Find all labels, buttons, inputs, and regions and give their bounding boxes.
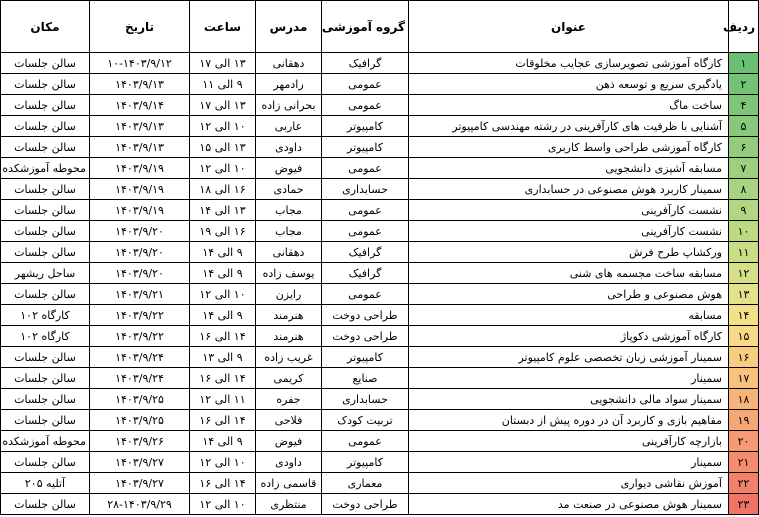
group-cell: عمومی bbox=[322, 431, 409, 452]
title-cell: آموزش نقاشی دیواری bbox=[409, 473, 729, 494]
header-date: تاریخ bbox=[90, 1, 190, 53]
date-cell: ۲۸-۱۴۰۳/۹/۲۹ bbox=[90, 494, 190, 515]
teacher-cell: دهقانی bbox=[256, 53, 322, 74]
header-row bbox=[1, 1, 759, 53]
place-cell: سالن جلسات bbox=[1, 368, 90, 389]
time-cell: ۱۰ الی ۱۲ bbox=[190, 494, 256, 515]
table-row bbox=[1, 200, 759, 221]
teacher-cell: جفره bbox=[256, 389, 322, 410]
time-cell: ۱۰ الی ۱۲ bbox=[190, 116, 256, 137]
group-cell: تربیت کودک bbox=[322, 410, 409, 431]
table-row bbox=[1, 53, 759, 74]
header-place: مکان bbox=[1, 1, 90, 53]
time-cell: ۱۴ الی ۱۶ bbox=[190, 410, 256, 431]
place-cell: سالن جلسات bbox=[1, 74, 90, 95]
teacher-cell: فیوض bbox=[256, 158, 322, 179]
place-cell: سالن جلسات bbox=[1, 389, 90, 410]
title-cell: نشست کارآفرینی bbox=[409, 221, 729, 242]
place-cell: محوطه آموزشکده bbox=[1, 431, 90, 452]
time-cell: ۹ الی ۱۳ bbox=[190, 347, 256, 368]
row-number-cell: ۲۳ bbox=[729, 494, 759, 515]
date-cell: ۱۴۰۳/۹/۱۹ bbox=[90, 179, 190, 200]
table-row bbox=[1, 410, 759, 431]
time-cell: ۱۰ الی ۱۲ bbox=[190, 284, 256, 305]
title-cell: کارگاه آموزشی طراحی واسط کاربری bbox=[409, 137, 729, 158]
group-cell: کامپیوتر bbox=[322, 452, 409, 473]
table-row bbox=[1, 74, 759, 95]
title-cell: مسابقه ساخت مجسمه های شنی bbox=[409, 263, 729, 284]
title-cell: یادگیری سریع و توسعه ذهن bbox=[409, 74, 729, 95]
row-number-cell: ۱۸ bbox=[729, 389, 759, 410]
title-cell: ساخت ماگ bbox=[409, 95, 729, 116]
teacher-cell: مجاب bbox=[256, 200, 322, 221]
table-row bbox=[1, 473, 759, 494]
teacher-cell: دهقانی bbox=[256, 242, 322, 263]
group-cell: عمومی bbox=[322, 284, 409, 305]
table-row bbox=[1, 347, 759, 368]
header-teacher: مدرس bbox=[256, 1, 322, 53]
date-cell: ۱۴۰۳/۹/۲۲ bbox=[90, 305, 190, 326]
teacher-cell: عاربی bbox=[256, 116, 322, 137]
time-cell: ۹ الی ۱۱ bbox=[190, 74, 256, 95]
teacher-cell: منتظری bbox=[256, 494, 322, 515]
place-cell: سالن جلسات bbox=[1, 347, 90, 368]
time-cell: ۱۴ الی ۱۶ bbox=[190, 473, 256, 494]
table-row bbox=[1, 305, 759, 326]
teacher-cell: کریمی bbox=[256, 368, 322, 389]
teacher-cell: فیوض bbox=[256, 431, 322, 452]
teacher-cell: هنرمند bbox=[256, 305, 322, 326]
title-cell: کارگاه آموزشی دکوپاژ bbox=[409, 326, 729, 347]
date-cell: ۱۴۰۳/۹/۲۷ bbox=[90, 473, 190, 494]
group-cell: کامپیوتر bbox=[322, 116, 409, 137]
teacher-cell: مجاب bbox=[256, 221, 322, 242]
title-cell: ورکشاپ طرح فرش bbox=[409, 242, 729, 263]
date-cell: ۱۴۰۳/۹/۲۱ bbox=[90, 284, 190, 305]
time-cell: ۱۴ الی ۱۶ bbox=[190, 368, 256, 389]
date-cell: ۱۴۰۳/۹/۲۴ bbox=[90, 347, 190, 368]
group-cell: حسابداری bbox=[322, 179, 409, 200]
table-row bbox=[1, 263, 759, 284]
title-cell: سمینار آموزشی زبان تخصصی علوم کامپیوتر bbox=[409, 347, 729, 368]
title-cell: مفاهیم بازی و کاربرد آن در دوره پیش از دبستان bbox=[409, 410, 729, 431]
date-cell: ۱۴۰۳/۹/۲۰ bbox=[90, 221, 190, 242]
header-time: ساعت bbox=[190, 1, 256, 53]
table-row bbox=[1, 137, 759, 158]
table-row bbox=[1, 389, 759, 410]
teacher-cell: حمادی bbox=[256, 179, 322, 200]
row-number-cell: ۵ bbox=[729, 116, 759, 137]
group-cell: عمومی bbox=[322, 74, 409, 95]
time-cell: ۹ الی ۱۴ bbox=[190, 242, 256, 263]
table-row bbox=[1, 95, 759, 116]
group-cell: طراحی دوخت bbox=[322, 326, 409, 347]
group-cell: گرافیک bbox=[322, 242, 409, 263]
time-cell: ۱۰ الی ۱۲ bbox=[190, 452, 256, 473]
date-cell: ۱۴۰۳/۹/۲۴ bbox=[90, 368, 190, 389]
title-cell: نشست کارآفرینی bbox=[409, 200, 729, 221]
time-cell: ۱۳ الی ۱۵ bbox=[190, 137, 256, 158]
time-cell: ۱۶ الی ۱۹ bbox=[190, 221, 256, 242]
time-cell: ۱۰ الی ۱۲ bbox=[190, 158, 256, 179]
date-cell: ۱۴۰۳/۹/۱۳ bbox=[90, 137, 190, 158]
date-cell: ۱۴۰۳/۹/۲۲ bbox=[90, 326, 190, 347]
place-cell: سالن جلسات bbox=[1, 284, 90, 305]
place-cell: سالن جلسات bbox=[1, 221, 90, 242]
group-cell: گرافیک bbox=[322, 53, 409, 74]
place-cell: سالن جلسات bbox=[1, 452, 90, 473]
row-number-cell: ۱۰ bbox=[729, 221, 759, 242]
row-number-cell: ۲۰ bbox=[729, 431, 759, 452]
header-group: گروه آموزشی bbox=[322, 1, 409, 53]
row-number-cell: ۱ bbox=[729, 53, 759, 74]
teacher-cell: غریب زاده bbox=[256, 347, 322, 368]
place-cell: سالن جلسات bbox=[1, 410, 90, 431]
date-cell: ۱۴۰۳/۹/۱۳ bbox=[90, 74, 190, 95]
place-cell: سالن جلسات bbox=[1, 137, 90, 158]
row-number-cell: ۲۱ bbox=[729, 452, 759, 473]
title-cell: سمینار کاربرد هوش مصنوعی در حسابداری bbox=[409, 179, 729, 200]
table-row bbox=[1, 368, 759, 389]
row-number-cell: ۷ bbox=[729, 158, 759, 179]
title-cell: هوش مصنوعی و طراحی bbox=[409, 284, 729, 305]
table-row bbox=[1, 284, 759, 305]
group-cell: صنایع bbox=[322, 368, 409, 389]
date-cell: ۱۰-۱۴۰۳/۹/۱۲ bbox=[90, 53, 190, 74]
date-cell: ۱۴۰۳/۹/۲۵ bbox=[90, 389, 190, 410]
row-number-cell: ۱۵ bbox=[729, 326, 759, 347]
row-number-cell: ۲۲ bbox=[729, 473, 759, 494]
row-number-cell: ۱۹ bbox=[729, 410, 759, 431]
place-cell: سالن جلسات bbox=[1, 53, 90, 74]
row-number-cell: ۱۷ bbox=[729, 368, 759, 389]
title-cell: مسابقه آشپزی دانشجویی bbox=[409, 158, 729, 179]
group-cell: عمومی bbox=[322, 158, 409, 179]
place-cell: سالن جلسات bbox=[1, 179, 90, 200]
row-number-cell: ۱۴ bbox=[729, 305, 759, 326]
place-cell: سالن جلسات bbox=[1, 116, 90, 137]
time-cell: ۹ الی ۱۴ bbox=[190, 263, 256, 284]
group-cell: عمومی bbox=[322, 221, 409, 242]
table-row bbox=[1, 494, 759, 515]
group-cell: کامپیوتر bbox=[322, 347, 409, 368]
place-cell: سالن جلسات bbox=[1, 242, 90, 263]
group-cell: طراحی دوخت bbox=[322, 305, 409, 326]
date-cell: ۱۴۰۳/۹/۲۰ bbox=[90, 242, 190, 263]
place-cell: کارگاه ۱۰۲ bbox=[1, 305, 90, 326]
date-cell: ۱۴۰۳/۹/۲۵ bbox=[90, 410, 190, 431]
place-cell: سالن جلسات bbox=[1, 95, 90, 116]
group-cell: حسابداری bbox=[322, 389, 409, 410]
place-cell: سالن جلسات bbox=[1, 200, 90, 221]
time-cell: ۱۳ الی ۱۴ bbox=[190, 200, 256, 221]
group-cell: طراحی دوخت bbox=[322, 494, 409, 515]
time-cell: ۱۳ الی ۱۷ bbox=[190, 53, 256, 74]
table-row bbox=[1, 242, 759, 263]
teacher-cell: هنرمند bbox=[256, 326, 322, 347]
title-cell: سمینار هوش مصنوعی در صنعت مد bbox=[409, 494, 729, 515]
place-cell: آتلیه ۲۰۵ bbox=[1, 473, 90, 494]
row-number-cell: ۴ bbox=[729, 95, 759, 116]
date-cell: ۱۴۰۳/۹/۲۶ bbox=[90, 431, 190, 452]
header-row-number: ردیف bbox=[729, 1, 759, 53]
title-cell: سمینار bbox=[409, 452, 729, 473]
table-row bbox=[1, 179, 759, 200]
table-row bbox=[1, 221, 759, 242]
place-cell: سالن جلسات bbox=[1, 494, 90, 515]
time-cell: ۱۱ الی ۱۲ bbox=[190, 389, 256, 410]
table-row bbox=[1, 452, 759, 473]
teacher-cell: رایزن bbox=[256, 284, 322, 305]
date-cell: ۱۴۰۳/۹/۲۷ bbox=[90, 452, 190, 473]
place-cell: ساحل ریشهر bbox=[1, 263, 90, 284]
teacher-cell: قاسمی زاده bbox=[256, 473, 322, 494]
date-cell: ۱۴۰۳/۹/۱۴ bbox=[90, 95, 190, 116]
date-cell: ۱۴۰۳/۹/۲۰ bbox=[90, 263, 190, 284]
title-cell: سمینار سواد مالی دانشجویی bbox=[409, 389, 729, 410]
table-row bbox=[1, 116, 759, 137]
group-cell: گرافیک bbox=[322, 263, 409, 284]
teacher-cell: داودی bbox=[256, 137, 322, 158]
time-cell: ۱۴ الی ۱۶ bbox=[190, 326, 256, 347]
row-number-cell: ۶ bbox=[729, 137, 759, 158]
teacher-cell: یوسف زاده bbox=[256, 263, 322, 284]
group-cell: معماری bbox=[322, 473, 409, 494]
teacher-cell: داودی bbox=[256, 452, 322, 473]
teacher-cell: فلاحی bbox=[256, 410, 322, 431]
time-cell: ۹ الی ۱۴ bbox=[190, 305, 256, 326]
place-cell: کارگاه ۱۰۲ bbox=[1, 326, 90, 347]
date-cell: ۱۴۰۳/۹/۱۹ bbox=[90, 158, 190, 179]
teacher-cell: رادمهر bbox=[256, 74, 322, 95]
table-row bbox=[1, 326, 759, 347]
row-number-cell: ۱۳ bbox=[729, 284, 759, 305]
date-cell: ۱۴۰۳/۹/۱۳ bbox=[90, 116, 190, 137]
title-cell: مسابقه bbox=[409, 305, 729, 326]
row-number-cell: ۹ bbox=[729, 200, 759, 221]
time-cell: ۱۶ الی ۱۸ bbox=[190, 179, 256, 200]
row-number-cell: ۲ bbox=[729, 74, 759, 95]
group-cell: عمومی bbox=[322, 200, 409, 221]
group-cell: عمومی bbox=[322, 95, 409, 116]
group-cell: کامپیوتر bbox=[322, 137, 409, 158]
row-number-cell: ۱۲ bbox=[729, 263, 759, 284]
place-cell: محوطه آموزشکده bbox=[1, 158, 90, 179]
date-cell: ۱۴۰۳/۹/۱۹ bbox=[90, 200, 190, 221]
title-cell: بازارچه کارآفرینی bbox=[409, 431, 729, 452]
table-row bbox=[1, 431, 759, 452]
title-cell: سمینار bbox=[409, 368, 729, 389]
row-number-cell: ۸ bbox=[729, 179, 759, 200]
header-title: عنوان bbox=[409, 1, 729, 53]
teacher-cell: بحرانی زاده bbox=[256, 95, 322, 116]
time-cell: ۹ الی ۱۴ bbox=[190, 431, 256, 452]
title-cell: آشنایی با ظرفیت های کارآفرینی در رشته مهندسی کامپیوتر bbox=[409, 116, 729, 137]
row-number-cell: ۱۱ bbox=[729, 242, 759, 263]
table-row bbox=[1, 158, 759, 179]
title-cell: کارگاه آموزشی تصویرسازی عجایب مخلوقات bbox=[409, 53, 729, 74]
row-number-cell: ۱۶ bbox=[729, 347, 759, 368]
time-cell: ۱۳ الی ۱۷ bbox=[190, 95, 256, 116]
